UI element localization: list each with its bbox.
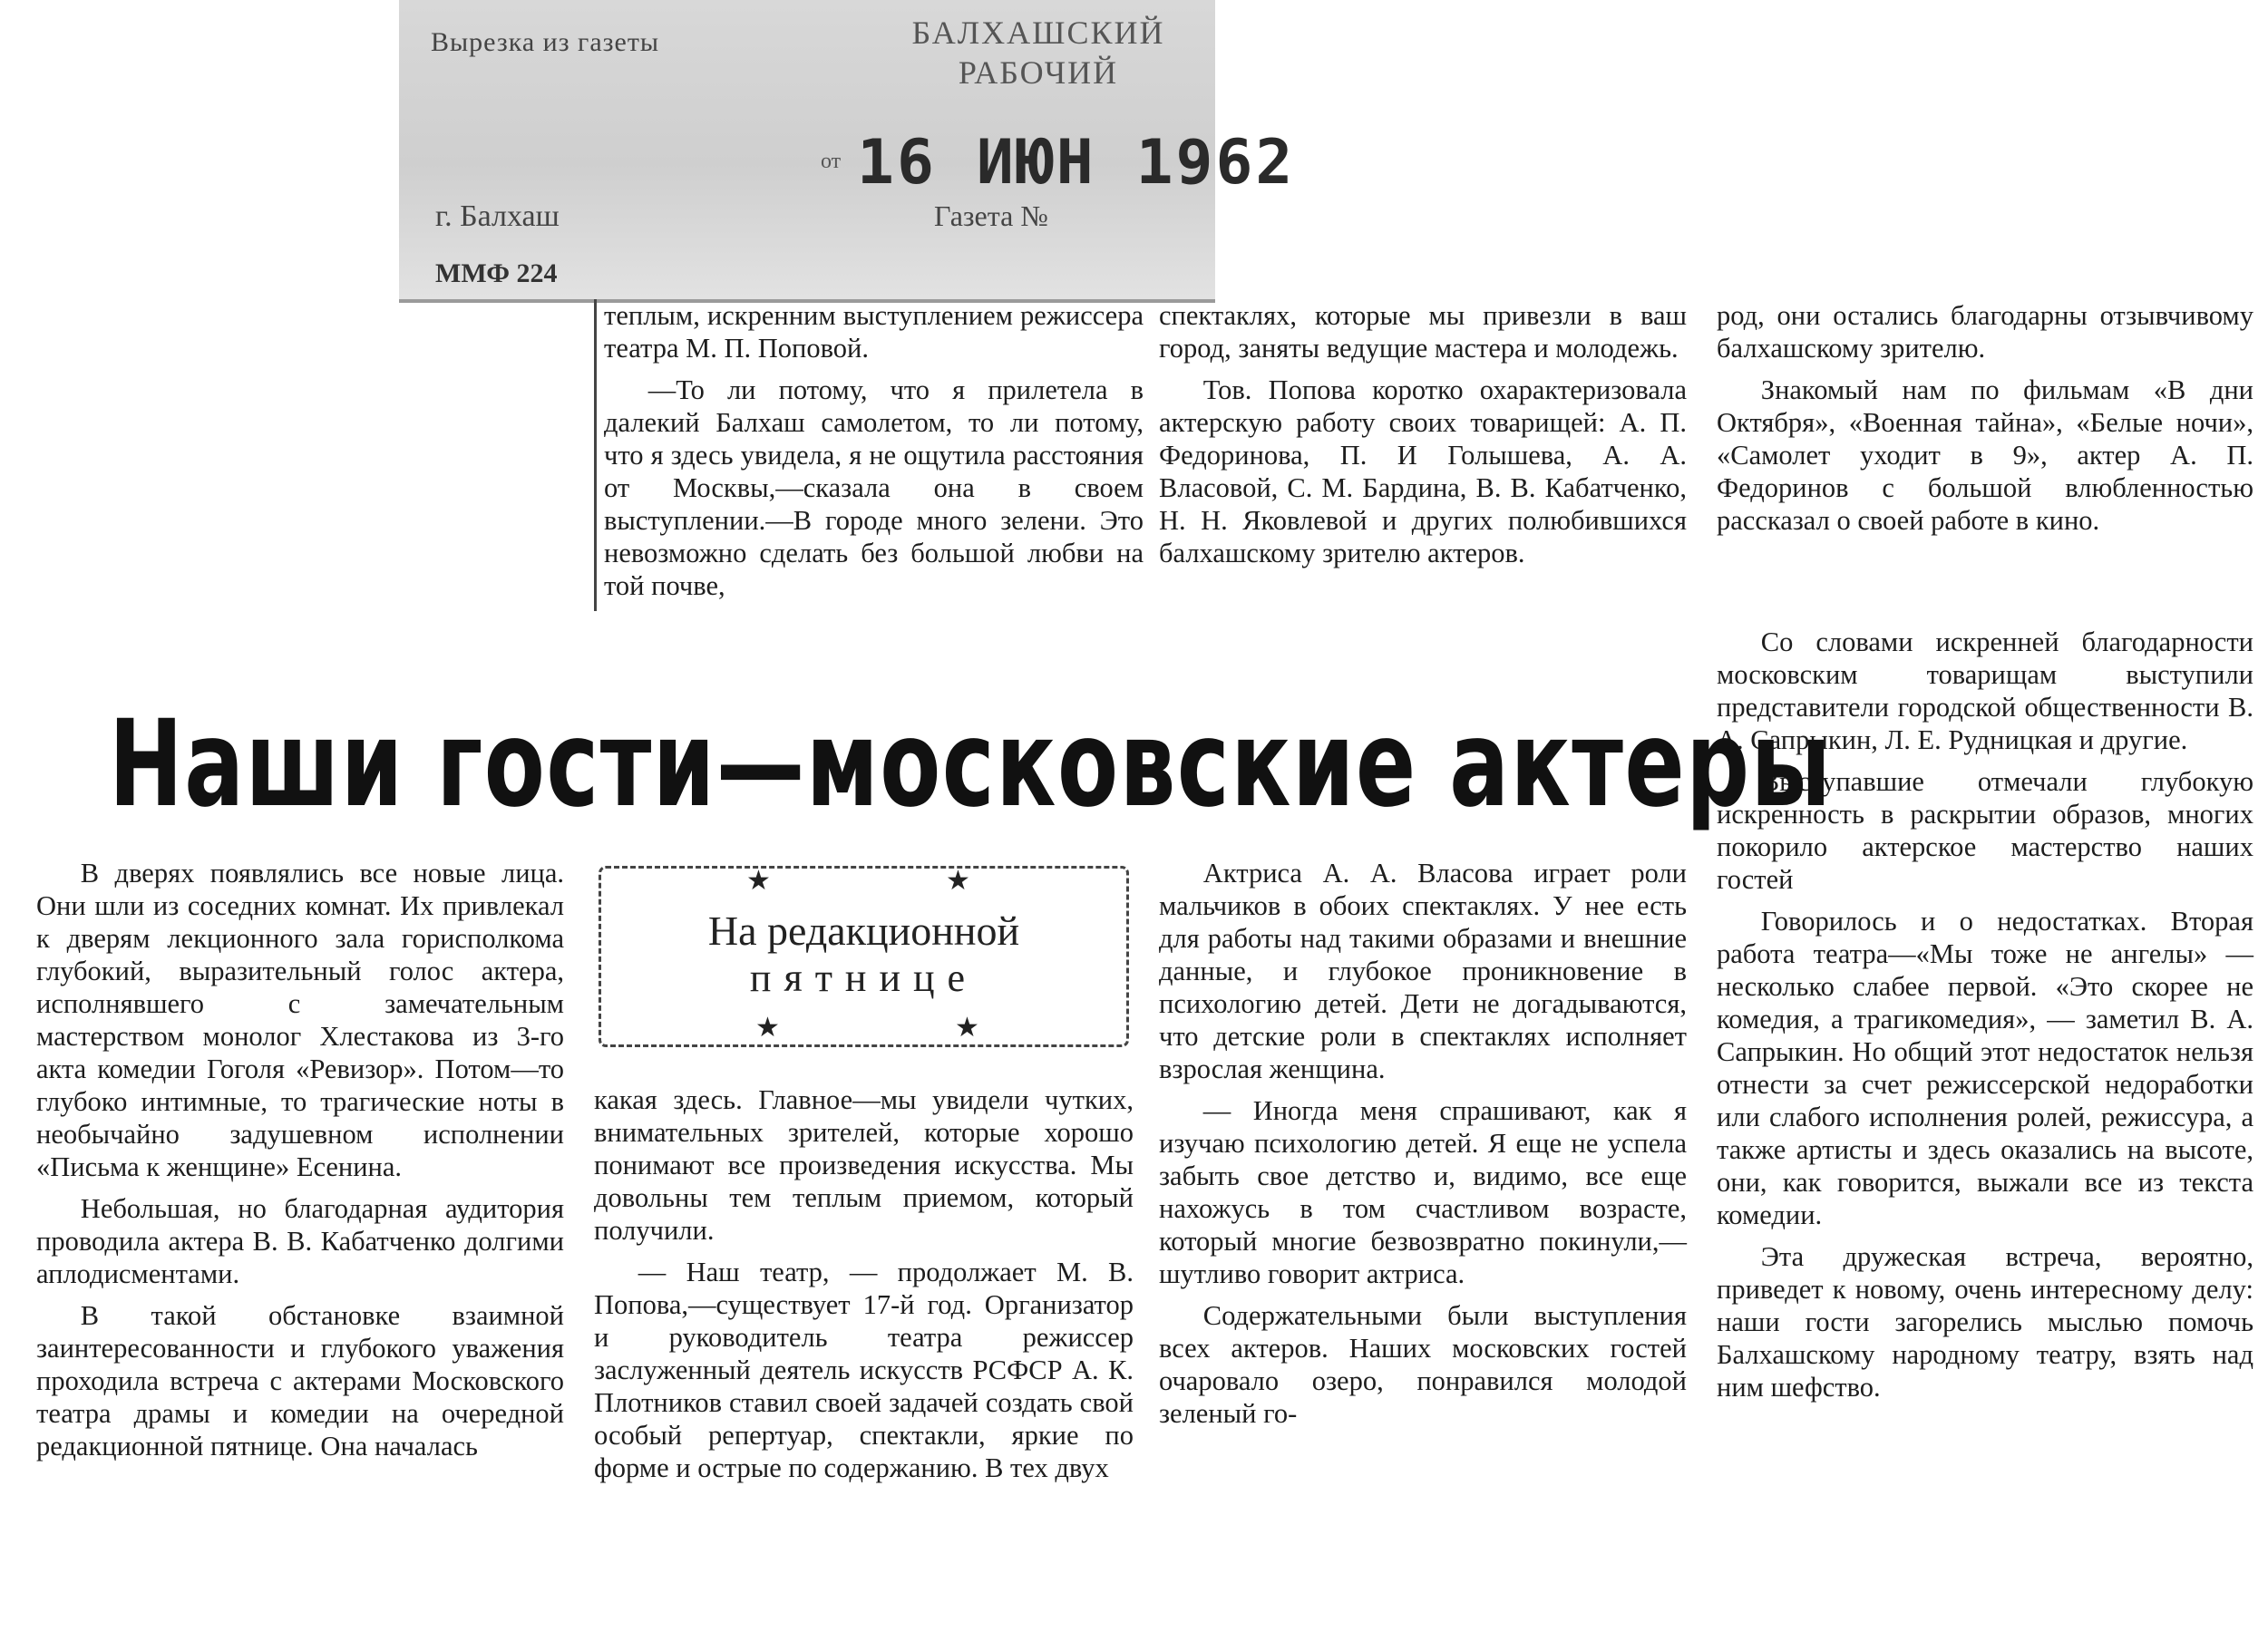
- article-column-top-2: [1159, 299, 1687, 578]
- paragraph: Говорилось и о недостатках. Вторая работа театра—«Мы тоже не ангелы» — несколько слабее первой. «Это скорее не комедия, а трагикомедия», — заметил В. А. Сапрыкин. Но общий этот недостаток нельзя отнести за счет режиссерской недоработки или слабого исполнения ролей, режиссура, а также артисты и здесь оказались на высоте, они, как говорится, выжали все из текста комедии.: [1717, 906, 2253, 1230]
- article-column-bottom-3: [1159, 857, 1687, 1439]
- paragraph: спектаклях, которые мы привезли в ваш город, заняты ведущие мастера и молодежь.: [1159, 300, 1687, 364]
- article-column-top-3: [1717, 299, 2253, 546]
- article-headline: Наши гости—московские актеры: [109, 694, 1833, 834]
- paragraph: Со словами искренней благодарности московским товарищам выступили представители городской общественности В. А. Сапрыкин, Л. Е. Рудницкая и другие.: [1717, 626, 2253, 755]
- paragraph: какая здесь. Главное—мы увидели чутких, внимательных зрителей, которые хорошо понимают все произведения искусства. Мы довольны тем теплым приемом, который получили.: [594, 1084, 1134, 1246]
- city-label: г. Балхаш: [435, 199, 560, 233]
- article-column-top-1: [594, 299, 1144, 611]
- paragraph: — Иногда меня спрашивают, как я изучаю психологию детей. Я еще не успела забыть свое детство и, видимо, все еще нахожусь в том счастливом возрасте, который многие безвозвратно покинули,—шутливо говорит актриса.: [1159, 1095, 1687, 1289]
- star-icon: ★: [746, 866, 771, 896]
- issue-number-label: Газета №: [934, 199, 1048, 232]
- rubric-title: На редакционной: [707, 908, 1020, 954]
- paragraph: —То ли потому, что я прилетела в далекий Балхаш самолетом, то ли потому, что я здесь увидела, я не ощутила расстояния от Москвы,—сказала она в своем выступлении.—В городе много зелени. Это невозможно сделать без большой любви на той почве,: [604, 374, 1144, 601]
- rubric-subtitle: пятнице: [749, 956, 978, 1000]
- date-prefix: от: [821, 150, 842, 173]
- paragraph: род, они остались благодарны отзывчивому балхашскому зрителю.: [1717, 300, 2253, 364]
- paragraph: — Наш театр, — продолжает М. В. Попова,—существует 17-й год. Организатор и руководитель театра режиссер заслуженный деятель искусств РСФСР А. К. Плотников ставил своей задачей создать свой особый репертуар, спектакли, яркие по форме и острые по содержанию. В тех двух: [594, 1257, 1134, 1483]
- paragraph: Актриса А. А. Власова играет роли мальчиков в обоих спектаклях. У нее есть для работы над такими образами и внешние данные, и глубокое проникновение в психологию детей. Дети не догадываются, что детские роли в спектаклях исполняет взрослая женщина.: [1159, 858, 1687, 1084]
- paragraph: Небольшая, но благодарная аудитория проводила актера В. В. Кабатченко долгими аплодисментами.: [36, 1193, 564, 1289]
- date-stamp: 16 ИЮН 1962: [857, 127, 1296, 199]
- star-icon: ★: [946, 866, 970, 896]
- newspaper-name: БАЛХАШСКИЙ РАБОЧИЙ: [911, 15, 1165, 91]
- paragraph: Содержательными были выступления всех актеров. Наших московских гостей очаровало озеро, понравился молодой зеленый го-: [1159, 1300, 1687, 1429]
- paragraph: В такой обстановке взаимной заинтересованности и глубокого уважения проходила встреча с актерами Московского театра драмы и комедии на очередной редакционной пятнице. Она началась: [36, 1300, 564, 1462]
- paragraph: В дверях появлялись все новые лица. Они шли из соседних комнат. Их привлекал к дверям лекционного зала горисполкома глубокий, выразительный голос актера, исполнявшего с замечательным мастерством монолог Хлестакова из 3-го акта комедии Гоголя «Ревизор». Потом—то глубоко интимные, то трагические ноты в необычайно задушевном исполнении «Письма к женщине» Есенина.: [36, 858, 564, 1182]
- order-code: ММФ 224: [435, 258, 558, 288]
- rubric-box: [599, 866, 1129, 1047]
- star-icon: ★: [755, 1013, 780, 1043]
- star-icon: ★: [955, 1013, 979, 1043]
- article-column-bottom-2: [594, 1083, 1134, 1493]
- paragraph: Тов. Попова коротко охарактеризовала актерскую работу своих товарищей: А. П. Федоринова, П. И Голышева, А. А. Власовой, С. М. Бардина, В. В. Кабатченко, Н. Н. Яковлевой и других полюбившихся балхашскому зрителю актеров.: [1159, 374, 1687, 568]
- paragraph: Выступавшие отмечали глубокую искренность в раскрытии образов, многих покорило актерское мастерство наших гостей: [1717, 766, 2253, 895]
- paragraph: Знакомый нам по фильмам «В дни Октября», «Военная тайна», «Белые ночи», «Самолет уходит в 9», актер А. П. Федоринов с большой влюбленностью рассказал о своей работе в кино.: [1717, 374, 2253, 536]
- clipping-label: Вырезка из газеты: [431, 27, 660, 57]
- paragraph: теплым, искренним выступлением режиссера театра М. П. Поповой.: [604, 300, 1144, 364]
- article-column-bottom-1: [36, 857, 564, 1471]
- paragraph: Эта дружеская встреча, вероятно, приведет к новому, очень интересному делу: наши гости загорелись мыслью помочь Балхашскому народному театру, взять над ним шефство.: [1717, 1241, 2253, 1403]
